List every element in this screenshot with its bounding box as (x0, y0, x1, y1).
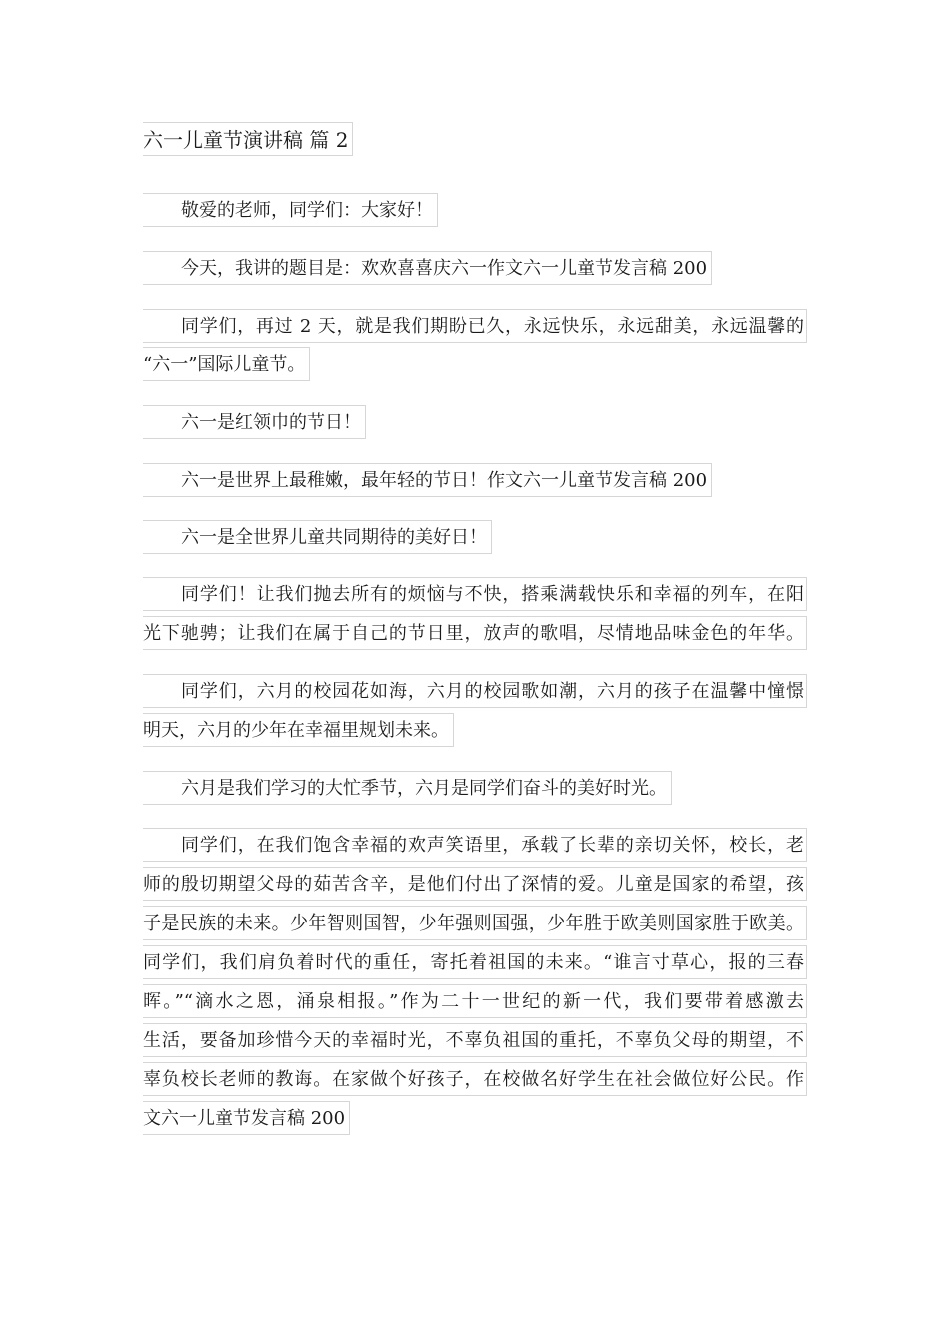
paragraph-9-line-6: 生活，要备加珍惜今天的幸福时光，不辜负祖国的重托，不辜负父母的期望，不 (143, 1023, 807, 1057)
paragraph-3-line: 六一是红领巾的节日！ (143, 405, 366, 439)
paragraph-9-line-3: 子是民族的未来。少年智则国智，少年强则国强，少年胜于欧美则国家胜于欧美。 (143, 906, 807, 940)
paragraph-9-line-2: 师的殷切期望父母的茹苦含辛，是他们付出了深情的爱。儿童是国家的希望，孩 (143, 867, 807, 901)
paragraph-2-line-2: “六一”国际儿童节。 (143, 347, 310, 381)
document-title: 六一儿童节演讲稿 篇 2 (143, 122, 353, 156)
topic-line: 今天，我讲的题目是：欢欢喜喜庆六一作文六一儿童节发言稿 200 (143, 251, 712, 285)
paragraph-9-line-5: 晖。”“滴水之恩，涌泉相报。”作为二十一世纪的新一代，我们要带着感激去 (143, 984, 807, 1018)
paragraph-7-line-2: 明天，六月的少年在幸福里规划未来。 (143, 713, 454, 747)
paragraph-9-line-7: 辜负校长老师的教诲。在家做个好孩子，在校做名好学生在社会做位好公民。作 (143, 1062, 807, 1096)
paragraph-4-line: 六一是世界上最稚嫩，最年轻的节日！作文六一儿童节发言稿 200 (143, 463, 712, 497)
paragraph-2-line-1: 同学们，再过 2 天，就是我们期盼已久，永远快乐，永远甜美，永远温馨的 (143, 309, 807, 343)
paragraph-9-line-8: 文六一儿童节发言稿 200 (143, 1101, 350, 1135)
greeting-line: 敬爱的老师，同学们：大家好！ (143, 193, 438, 227)
paragraph-6-line-1: 同学们！让我们抛去所有的烦恼与不快，搭乘满载快乐和幸福的列车，在阳 (143, 577, 807, 611)
paragraph-8-line: 六月是我们学习的大忙季节，六月是同学们奋斗的美好时光。 (143, 771, 672, 805)
paragraph-9-line-1: 同学们，在我们饱含幸福的欢声笑语里，承载了长辈的亲切关怀，校长，老 (143, 828, 807, 862)
paragraph-9-line-4: 同学们，我们肩负着时代的重任，寄托着祖国的未来。“谁言寸草心，报的三春 (143, 945, 807, 979)
paragraph-5-line: 六一是全世界儿童共同期待的美好日！ (143, 520, 492, 554)
paragraph-6-line-2: 光下驰骋；让我们在属于自己的节日里，放声的歌唱，尽情地品味金色的年华。 (143, 616, 807, 650)
paragraph-7-line-1: 同学们，六月的校园花如海，六月的校园歌如潮，六月的孩子在温馨中憧憬 (143, 674, 807, 708)
